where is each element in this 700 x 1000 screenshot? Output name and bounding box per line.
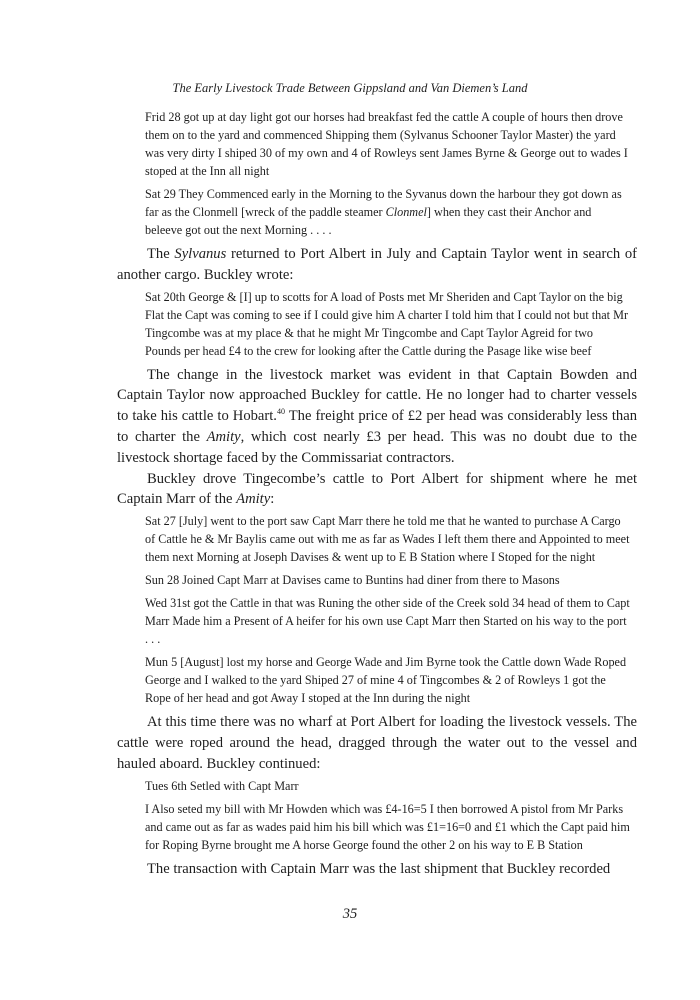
body-paragraph: [117, 244, 637, 286]
paragraph-text: The freight price of £2 per head was considerably less than to charter the: [117, 408, 637, 445]
diary-extract: [145, 800, 631, 854]
extract-text: ] when they cast their Anchor and beleeve got out the next Morning . . . .: [145, 205, 592, 237]
paragraph-text: The change in the livestock market was evident in that Captain Bowden and Captain Taylor now approached Buckley for cattle. He no longer had to charter vessels to take his cattle to Hobart.: [117, 366, 637, 425]
extract-text: Tues 6th Setled with Capt Marr: [145, 778, 299, 793]
diary-extract: [145, 571, 631, 589]
extract-text: Sat 20th George & [I] up to scotts for A load of Posts met Mr Sheriden and Capt Taylor on the big Flat the Capt was coming to see if I could give him A charter I told him that I could not but that Mr Tingcombe was at my place & that he might Mr Tingcombe and Capt Taylor Agreid for two Pounds per head £4 to the crew for looking after the Cattle during the Pasage like wise beef: [145, 289, 629, 358]
extract-text: Sat 27 [July] went to the port saw Capt Marr there he told me that he wanted to purchase A Cargo of Cattle he & Mr Baylis came out with me as far as Wades I left them there and Appointed to meet them next Morning at Joseph Davises & went up to E B Station where I Stoped for the night: [145, 514, 630, 565]
extract-text: Wed 31st got the Cattle in that was Runing the other side of the Creek sold 34 head of them to Capt Marr Made him a Present of A heifer for his own use Capt Marr then Started on his way to the port . . .: [145, 596, 630, 647]
vessel-name: Sylvanus: [174, 246, 227, 262]
extract-text: Sat 29 They Commenced early in the Morning to the Syvanus down the harbour they got down as far as the Clonmell [wreck of the paddle steamer: [145, 187, 622, 219]
extract-text: Mun 5 [August] lost my horse and George Wade and Jim Byrne took the Cattle down Wade Roped George and I walked to the yard Shiped 27 of mine 4 of Tingcombes & 2 of Rowleys 1 got the Rope of her head and got Away I stoped at the Inn during the night: [145, 655, 627, 706]
paragraph-text: The transaction with Captain Marr was the last shipment that Buckley recorded: [147, 860, 611, 877]
extract-text: I Also seted my bill with Mr Howden which was £4-16=5 I then borrowed A pistol from Mr Parks and came out as far as wades paid him his bill which was £1=16=0 and £1 which the Capt paid him for Roping Byrne brought me A horse George found the other 2 on his way to E B Station: [145, 801, 630, 852]
vessel-name: Amity: [206, 428, 241, 445]
vessel-name: Amity: [236, 491, 271, 508]
extract-text: Sun 28 Joined Capt Marr at Davises came to Buntins had diner from there to Masons: [145, 573, 560, 588]
diary-extract: [145, 512, 631, 566]
extract-text: Frid 28 got up at day light got our horses had breakfast fed the cattle A couple of hours then drove them on to the yard and commenced Shipping them (Sylvanus Schooner Taylor Master) the yard was very dirty I shiped 30 of my own and 4 of Rowleys sent James Byrne & George out to wades I stoped at the Inn all night: [145, 110, 628, 178]
paragraph-text: returned to Port Albert in July and Captain Taylor went in search of another cargo. Buckley wrote:: [117, 246, 637, 283]
diary-extract: [145, 653, 631, 707]
page-number: 35: [342, 906, 358, 922]
paragraph-text: At this time there was no wharf at Port Albert for loading the livestock vessels. The cattle were roped around the head, dragged through the water out to the vessel and hauled aboard. Buckley continued:: [117, 714, 637, 772]
paragraph-text: Buckley drove Tingecombe’s cattle to Port Albert for shipment where he met Captain Marr of the: [117, 470, 637, 508]
paragraph-text: , which cost nearly £3 per head. This was no doubt due to the livestock shortage faced by the Commissariat contractors.: [117, 428, 637, 466]
paragraph-text: :: [270, 491, 275, 508]
diary-extract: [145, 288, 631, 360]
diary-extract: [145, 185, 631, 239]
body-paragraph: [117, 712, 637, 774]
body-paragraph: [117, 365, 637, 469]
diary-extract: [145, 594, 631, 648]
vessel-name: Clonmel: [385, 205, 427, 219]
body-paragraph: [117, 859, 637, 880]
page-body: [117, 106, 637, 879]
running-head: The Early Livestock Trade Between Gippsland and Van Diemen’s Land: [172, 81, 528, 95]
diary-extract: [145, 108, 631, 180]
body-paragraph: [117, 469, 637, 511]
footnote-reference[interactable]: 40: [276, 407, 285, 417]
paragraph-text: The: [147, 246, 175, 262]
diary-extract: [145, 777, 631, 795]
